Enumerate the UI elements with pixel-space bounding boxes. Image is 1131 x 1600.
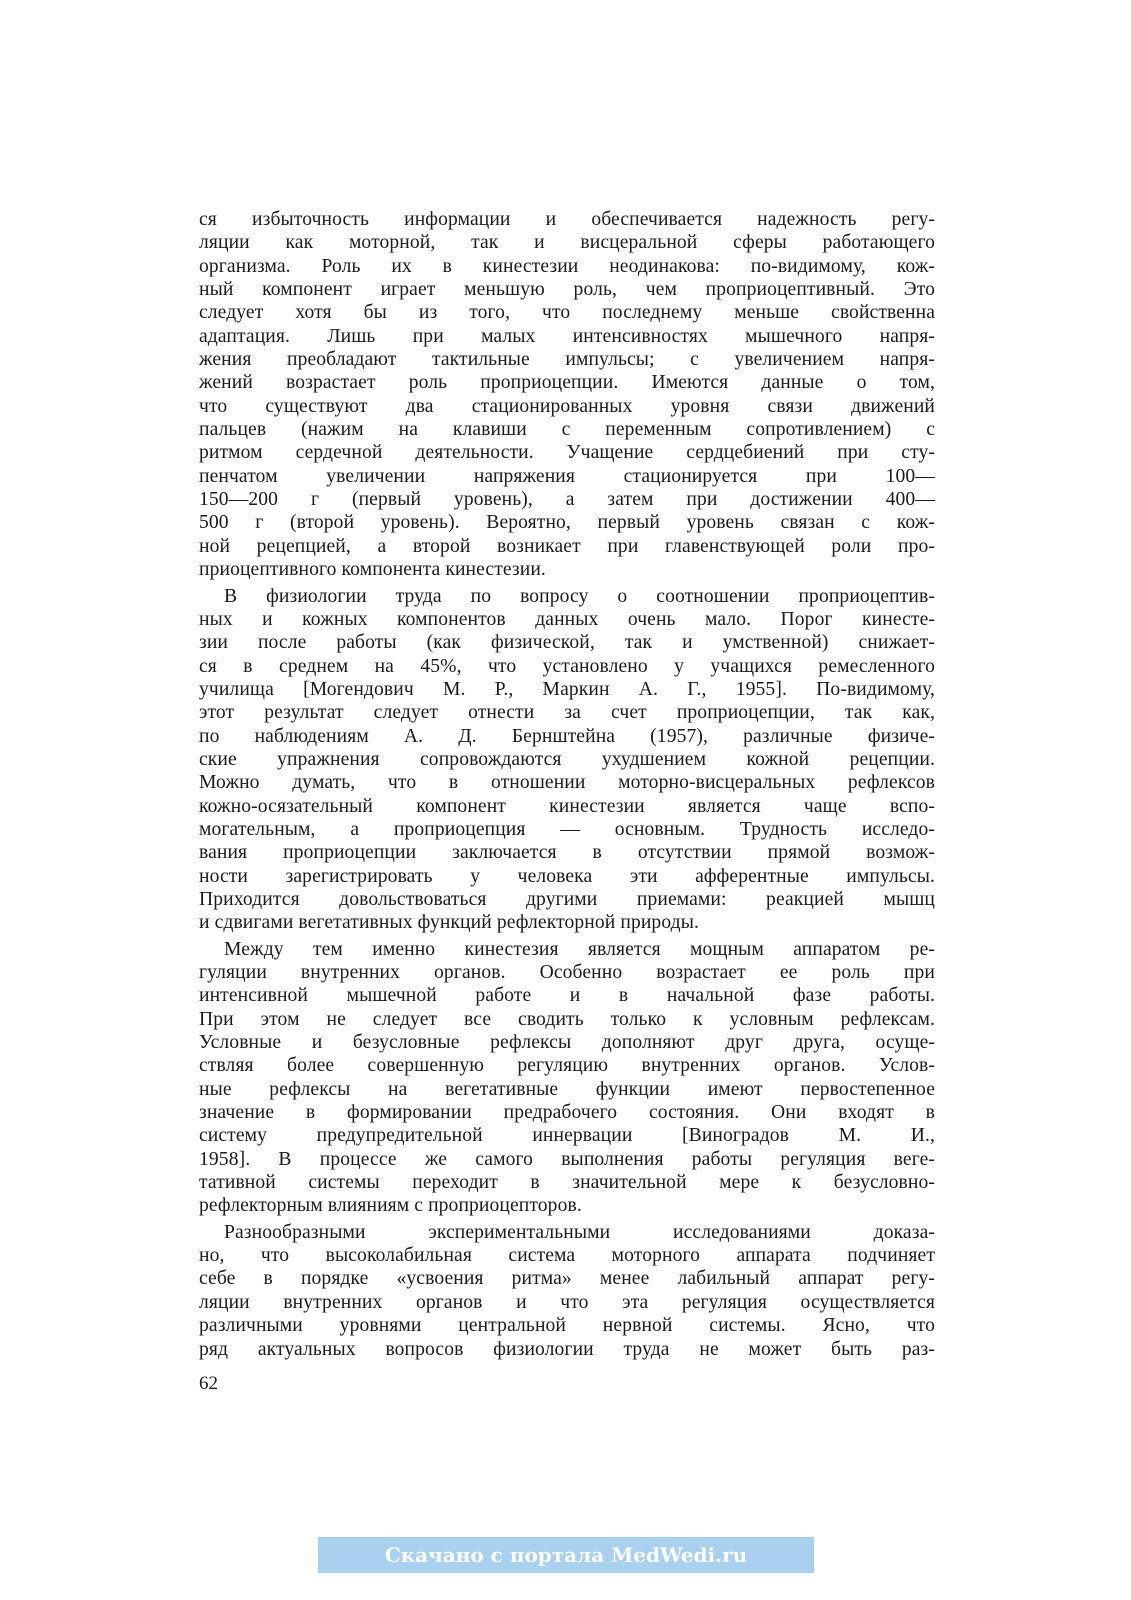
text-line: 150—200 г (первый уровень), а затем при достижении 400— — [199, 489, 935, 511]
text-line: себе в порядке «усвоения ритма» менее лабильный аппарат регу- — [199, 1268, 935, 1290]
text-line: что существуют два стационированных уровня связи движений — [199, 395, 935, 417]
paragraph — [199, 208, 935, 582]
text-line: жений возрастает роль проприоцепции. Имеются данные о том, — [199, 372, 935, 394]
text-line: гуляции внутренних органов. Особенно возрастает ее роль при — [199, 962, 935, 983]
text-line: ся избыточность информации и обеспечивается надежность регу- — [199, 209, 935, 230]
text-line: ных и кожных компонентов данных очень мало. Порог кинесте- — [199, 608, 935, 630]
text-line: Условные и безусловные рефлексы дополняют друг друга, осуще- — [199, 1032, 935, 1054]
text-line: ный компонент играет меньшую роль, чем проприоцептивный. Это — [199, 279, 935, 301]
text-line: ствляя более совершенную регуляцию внутренних органов. Услов- — [199, 1055, 935, 1077]
text-line: следует хотя бы из того, что последнему меньше свойственна — [199, 302, 935, 324]
text-line: пальцев (нажим на клавиши с переменным сопротивлением) с — [199, 419, 935, 441]
text-line: кожно-осязательный компонент кинестезии является чаще вспо- — [199, 795, 935, 817]
text-line: ские упражнения сопровождаются ухудшением кожной рецепции. — [199, 748, 935, 770]
text-line: рефлекторным влияниям с проприоцепторов. — [199, 1195, 582, 1217]
watermark-banner: Скачано с портала MedWedi.ru — [318, 1537, 814, 1573]
text-line: ные рефлексы на вегетативные функции имеют первостепенное — [199, 1078, 935, 1100]
text-line: систему предупредительной иннервации [Виноградов М. И., — [199, 1125, 935, 1147]
text-line: Приходится довольствоваться другими приемами: реакцией мышц — [199, 888, 935, 910]
text-line: Разнообразными экспериментальными исследованиями доказа- — [224, 1221, 935, 1243]
text-line: ной рецепцией, а второй возникает при главенствующей роли про- — [199, 535, 935, 557]
text-line: При этом не следует все сводить только к условным рефлексам. — [199, 1008, 935, 1030]
paragraph — [199, 938, 935, 1218]
text-line: Между тем именно кинестезия является мощным аппаратом ре- — [224, 938, 935, 960]
text-line: адаптация. Лишь при малых интенсивностях мышечного напря- — [199, 325, 935, 347]
text-line: Можно думать, что в отношении моторно-висцеральных рефлексов — [199, 772, 935, 794]
text-line: 1958]. В процессе же самого выполнения работы регуляция веге- — [199, 1148, 935, 1170]
text-line: ности зарегистрировать у человека эти афферентные импульсы. — [199, 865, 935, 887]
body-text — [199, 208, 935, 1364]
text-line: В физиологии труда по вопросу о соотношении проприоцептив- — [224, 585, 935, 607]
paragraph — [199, 585, 935, 935]
text-line: ся в среднем на 45%, что установлено у учащихся ремесленного — [199, 655, 935, 677]
text-line: приоцептивного компонента кинестезии. — [199, 559, 546, 581]
text-line: но, что высоколабильная система моторного аппарата подчиняет — [199, 1245, 935, 1267]
text-line: могательным, а проприоцепция — основным. Трудность исследо- — [199, 818, 935, 840]
paragraph — [199, 1221, 935, 1361]
text-line: ляции как моторной, так и висцеральной сферы работающего — [199, 232, 935, 254]
text-line: зии после работы (как физической, так и умственной) снижает- — [199, 632, 935, 654]
text-line: ритмом сердечной деятельности. Учащение сердцебиений при сту- — [199, 442, 935, 464]
text-line: 500 г (второй уровень). Вероятно, первый уровень связан с кож- — [199, 512, 935, 534]
text-line: по наблюдениям А. Д. Бернштейна (1957), различные физиче- — [199, 725, 935, 747]
text-line: пенчатом увеличении напряжения стационируется при 100— — [199, 465, 935, 487]
text-line: ряд актуальных вопросов физиологии труда не может быть раз- — [199, 1338, 935, 1360]
text-line: этот результат следует отнести за счет проприоцепции, так как, — [199, 702, 935, 724]
text-line: различными уровнями центральной нервной системы. Ясно, что — [199, 1315, 935, 1337]
text-line: вания проприоцепции заключается в отсутствии прямой возмож- — [199, 842, 935, 864]
text-line: тативной системы переходит в значительной мере к безусловно- — [199, 1172, 935, 1194]
text-line: и сдвигами вегетативных функций рефлекторной природы. — [199, 912, 699, 934]
text-line: жения преобладают тактильные импульсы; с увеличением напря- — [199, 349, 935, 371]
text-line: ляции внутренних органов и что эта регуляция осуществляется — [199, 1291, 935, 1313]
text-line: организма. Роль их в кинестезии неодинакова: по-видимому, кож- — [199, 255, 935, 277]
page-number: 62 — [199, 1373, 218, 1394]
text-line: интенсивной мышечной работе и в начальной фазе работы. — [199, 985, 935, 1007]
text-line: училища [Могендович М. Р., Маркин А. Г., 1955]. По-видимому, — [199, 678, 935, 700]
text-line: значение в формировании предрабочего состояния. Они входят в — [199, 1102, 935, 1124]
